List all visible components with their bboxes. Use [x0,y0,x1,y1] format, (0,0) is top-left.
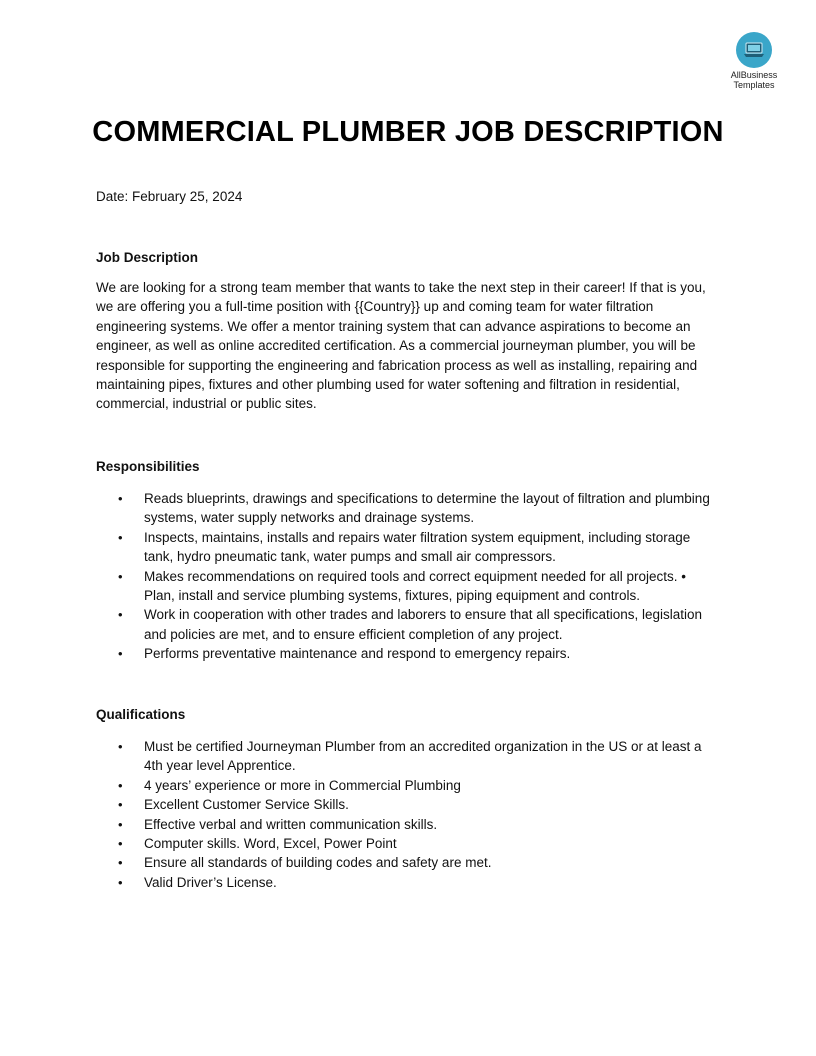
list-item [96,795,720,814]
logo-text-line1: AllBusiness [730,70,778,80]
list-item [96,776,720,795]
list-item [96,853,720,872]
list-item-text: Performs preventative maintenance and respond to emergency repairs. [144,646,571,662]
responsibilities-heading: Responsibilities [96,459,200,474]
bullet-icon: • [118,607,123,623]
page-title: COMMERCIAL PLUMBER JOB DESCRIPTION [92,116,724,148]
responsibilities-list [96,489,720,664]
list-item-text: Must be certified Journeyman Plumber from an accredited organization in the US or at least a 4th year level Apprentice. [144,739,702,774]
qualifications-list [96,737,720,892]
qualifications-heading: Qualifications [96,707,186,722]
list-item [96,605,720,644]
list-item-text: Ensure all standards of building codes and safety are met. [144,855,492,871]
logo-text-line2: Templates [733,80,775,90]
job-description-text: We are looking for a strong team member that wants to take the next step in their career! If that is you, we are offering you a full-time position with {{Country}} up and coming team for water filtration engineering systems. We offer a mentor training system that can advance aspirations to become an engineer, as well as online accredited certification. As a commercial journeyman plumber, you will be responsible for supporting the engineering and fabrication process as well as installing, repairing and maintaining pipes, fixtures and other plumbing used for water softening and filtration in residential, commercial, industrial or public sites. [96,280,706,412]
list-item [96,737,720,776]
bullet-icon: • [118,816,123,832]
list-item [96,815,720,834]
list-item-text: Excellent Customer Service Skills. [144,797,349,813]
laptop-icon [736,32,772,68]
company-logo [726,32,782,90]
bullet-icon: • [118,855,123,871]
list-item-text: Valid Driver’s License. [144,874,277,890]
list-item-text: Computer skills. Word, Excel, Power Point [144,836,397,852]
bullet-icon: • [118,739,123,754]
job-description-heading: Job Description [96,250,199,265]
list-item-text: Work in cooperation with other trades and laborers to ensure that all specifications, legislation and policies are met, and to ensure efficient completion of any project. [144,607,703,642]
bullet-icon: • [118,797,123,813]
list-item [96,528,720,567]
list-item [96,873,720,892]
list-item-text: Inspects, maintains, installs and repairs water filtration system equipment, including storage tank, hydro pneumatic tank, water pumps and small air compressors. [144,529,691,565]
list-item-text: Makes recommendations on required tools and correct equipment needed for all projects. • Plan, install and service plumbing systems, fixtures, piping equipment and controls. [144,568,687,604]
list-item-text: Effective verbal and written communication skills. [144,816,438,832]
bullet-icon: • [118,491,123,506]
list-item-text: Reads blueprints, drawings and specifications to determine the layout of filtration and plumbing systems, water supply networks and drainage systems. [144,491,710,526]
bullet-icon: • [118,836,123,852]
bullet-icon: • [118,529,123,545]
bullet-icon: • [118,646,123,662]
list-item [96,644,720,663]
list-item [96,834,720,853]
list-item-text: 4 years’ experience or more in Commercial Plumbing [144,777,461,793]
list-item [96,489,720,528]
list-item [96,567,720,606]
document-date: Date: February 25, 2024 [96,189,243,204]
bullet-icon: • [118,777,123,793]
bullet-icon: • [118,568,123,584]
bullet-icon: • [118,874,123,890]
